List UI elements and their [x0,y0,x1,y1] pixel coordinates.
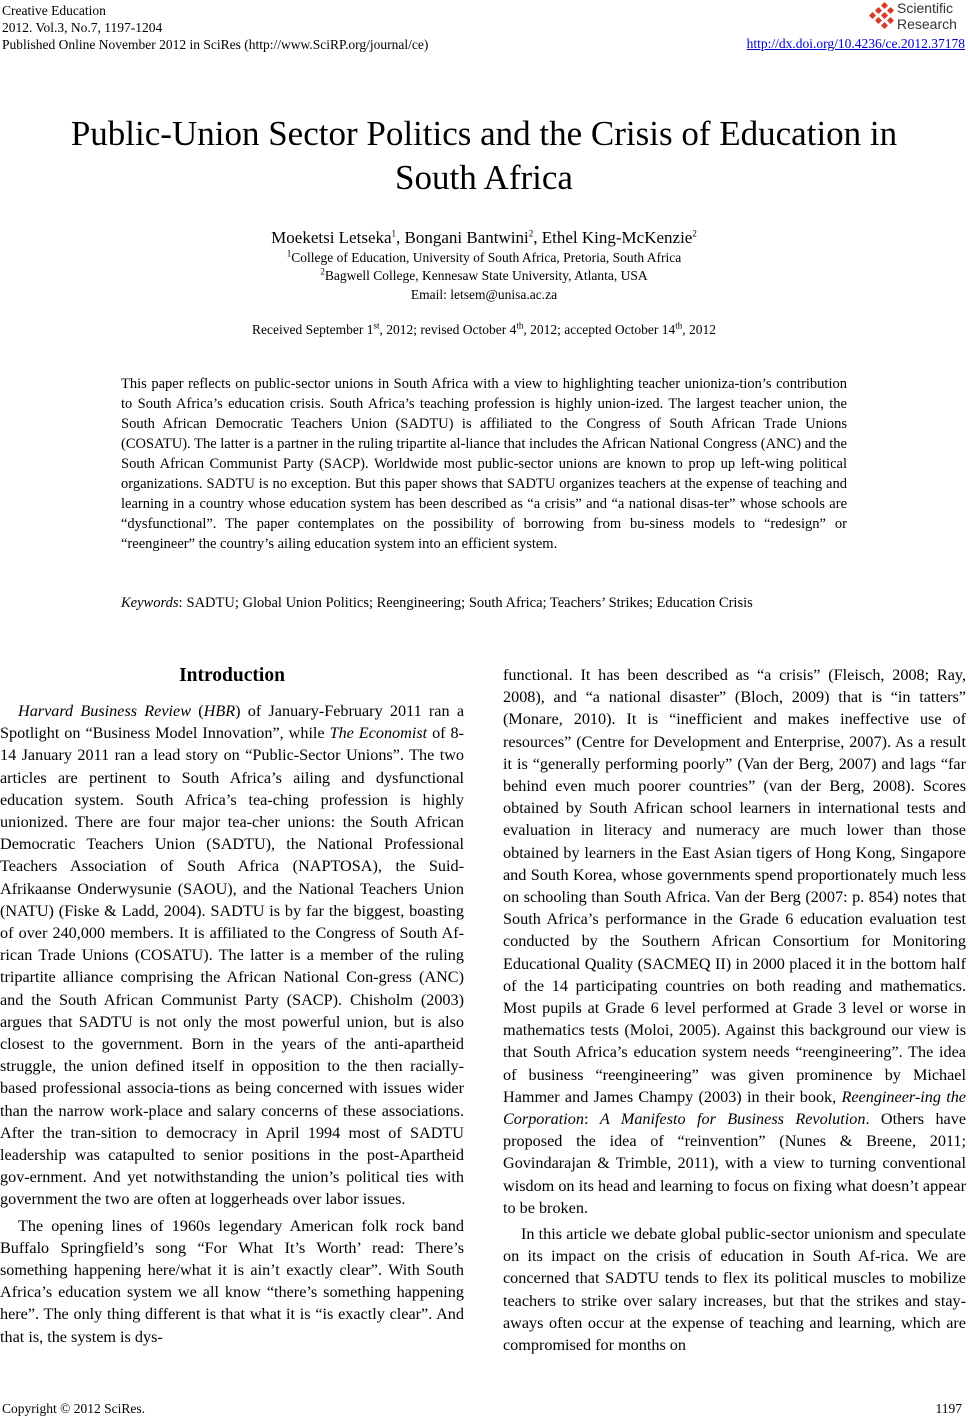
body-column-right [503,664,966,1356]
section-heading: Introduction [179,665,285,686]
abstract: This paper reflects on public-sector unions in South Africa with a view to highlighting teacher unioniza-tion’s contribution to South Africa’s education crisis. South Africa’s teaching profession is highly union-ized. The largest teacher union, the South African Democratic Teachers Union (SADTU) is affiliated to the Congress of South African Trade Unions (COSATU). The latter is a partner in the ruling tripartite al-liance that includes the African National Congress (ANC) and the South African Communist Party (SACP). Worldwide most public-sector unions are known to prop up left-wing political organizations. SADTU is no exception. But this paper shows that SADTU organizes teachers at the expense of teaching and learning in a country whose education system has been described as “a crisis” and “a national disas-ter” whose schools are “dysfunctional”. The paper contemplates on the possibility of borrowing from bu-siness models to “redesign” or “reengineer” the country’s ailing education system into an efficient system. [121,376,847,552]
journal-volume: 2012. Vol.3, No.7, 1197-1204 [2,20,163,35]
journal-header [2,2,428,53]
paragraph: Harvard Business Review (HBR) of January-February 2011 ran a Spotlight on “Business Model Innovation”, while The Economist of 8-14 January 2011 ran a lead story on “Public-Sector Unions”. The two articles are pertinent to South Africa’s ailing and dysfunctional education system. South Africa’s tea-ching profession is highly unionized. There are four major tea-cher unions: the South African Democratic Teachers Union (SADTU), the National Professional Teachers Association of South Africa (NAPTOSA), the Suid-Afrikaanse Onderwysunie (SAOU), and the National Teachers Union (NATU) (Fiske & Ladd, 2004). SADTU is by far the biggest, boasting of over 240,000 members. It is affiliated to the Congress of South Af-rican Trade Unions (COSATU). The latter is a member of the ruling tripartite alliance comprising the African National Con-gress (ANC) and the South African Communist Party (SACP). Chisholm (2003) argues that SADTU is not only the most powerful union, but is also closest to the government. Born in the years of the anti-apartheid struggle, the union defined itself in opposition to the then racially-based professional associa-tions as being concerned with issues wider than the narrow work-place and salary concerns of these associations. After the tran-sition to democracy in April 1994 most of SADTU leadership was catapulted to senior positions in the post-Apartheid gov-ernment. And yet notwithstanding the union’s political ties with government the two are often at loggerheads over labor issues. [0,702,465,1209]
body-column-left [0,700,464,1348]
page-number: 1197 [935,1401,962,1416]
author-2: , Bongani Bantwini [396,228,529,247]
author-3: , Ethel King-McKenzie [533,228,693,247]
keywords [121,593,847,613]
keywords-label: Keywords: [121,595,183,611]
logo-diamond-icon [866,2,896,32]
paper-title: Public-Union Sector Politics and the Crisis of Education in South Africa [70,114,898,197]
received-dates: Received September 1st, 2012; revised October 4th, 2012; accepted October 14th, 2012 [252,320,716,337]
author-email: Email: letsem@unisa.ac.za [410,287,558,302]
keywords-text: SADTU; Global Union Politics; Reengineering; South Africa; Teachers’ Strikes; Education Crisis [186,595,753,611]
doi-link[interactable]: http://dx.doi.org/10.4236/ce.2012.37178 [746,36,965,51]
publication-info: Published Online November 2012 in SciRes (http://www.SciRP.org/journal/ce) [2,37,429,52]
author-1: Moeketsi Letseka [271,228,392,247]
paragraph: In this article we debate global public-sector unionism and speculate on its impact on the crisis of education in South Af-rica. We are concerned that SADTU tends to flex its political muscles to mobilize teachers to strike over salary increases, but that the strikes and stay-aways often occur at the expense of teaching and learning, which are compromised for months on [503,1225,966,1355]
affiliation-1: $^1$College of Education, University of South Africa, Pretoria, South Africa [286,248,682,265]
scientific-research-logo [866,0,966,36]
journal-name: Creative Education [2,3,106,18]
paragraph: The opening lines of 1960s legendary American folk rock band Buffalo Springfield’s song “For What It’s Worth’ read: There’s something happening here/what it is ain’t exactly clear”. With South Africa’s education system we all know “there’s something happening here”. The only thing different is that what it is “is exactly clear”. And that is, the system is dys- [0,1216,464,1346]
logo-wordmark: Scientific Research [897,0,957,32]
paragraph: functional. It has been described as “a crisis” (Fleisch, 2008; Ray, 2008), and “a national disaster” (Bloch, 2009) that is “in tatters” (Monare, 2010). It is “inefficient and makes ineffective use of resources” (Centre for Development and Enterprise, 2007). As a result it is “generally performing poorly” (Van der Berg, 2007) and lags “far behind even much poorer countries” (van der Berg, 2008). Scores obtained by South African school learners in international tests and evaluation in literacy and numeracy are much lower than those obtained by learners in the East Asian tigers of Hong Kong, Singapore and South Korea, whose governments spend proportionately much less on schooling than South Africa. Van der Berg (2007: p. 854) notes that South Africa’s performance in the Grade 6 education evaluation test conducted by the Southern African Consortium for Monitoring Educational Quality (SACMEQ II) in 2000 placed it in the bottom half of the 14 participating countries on both reading and mathematics. Most pupils at Grade 6 level performed at Grade 3 level or worse in mathematics tests (Moloi, 2005). Against this background our view is that South Africa’s education system needs “reengineering”. The idea of business “reengineering” was given prominence by Michael Hammer and James Champy (2003) in their book, Reengineer-ing the Corporation: A Manifesto for Business Revolution. Others have proposed the idea of “reinvention” (Nunes & Breene, 2011; Govindarajan & Trimble, 2011), with a view to turning conventional wisdom on its head and learning to focus on fixing what doesn’t appear to be broken. [503,666,966,1217]
author-list: Moeketsi Letseka$^1$, Bongani Bantwini$^2$, Ethel King-McKenzie$^2$ [271,228,697,247]
copyright-notice: Copyright © 2012 SciRes. [2,1401,146,1416]
affiliation-2: $^2$Bagwell College, Kennesaw State University, Atlanta, USA [320,266,648,283]
